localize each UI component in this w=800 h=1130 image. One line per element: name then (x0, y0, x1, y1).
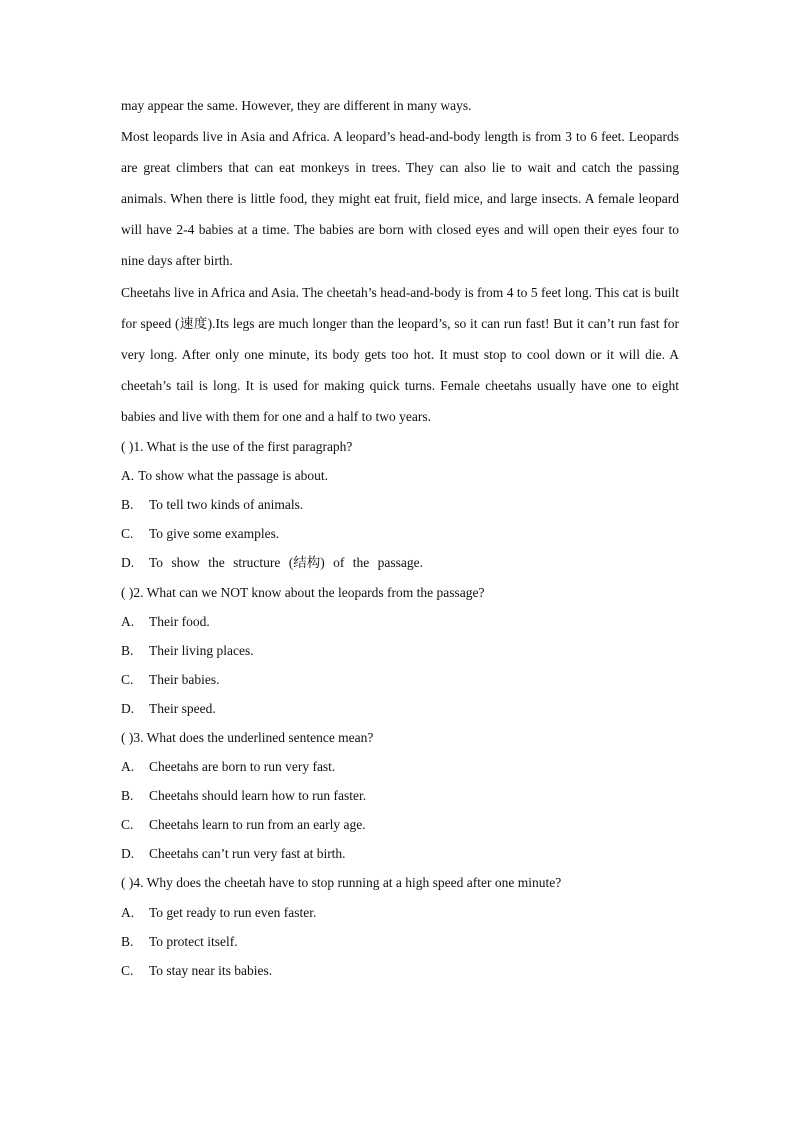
option-text: Their food. (149, 613, 210, 629)
reading-passage (121, 90, 679, 432)
option-text: To tell two kinds of animals. (149, 497, 304, 513)
question-list (121, 432, 679, 985)
option-b[interactable] (121, 490, 679, 519)
answer-blank[interactable]: ( ) (121, 584, 134, 600)
option-a[interactable] (121, 607, 679, 636)
option-a[interactable] (121, 898, 679, 927)
option-text: To stay near its babies. (149, 962, 273, 978)
option-letter: B. (121, 788, 134, 804)
option-c[interactable] (121, 519, 679, 548)
question-stem (121, 578, 679, 607)
option-letter: C. (121, 817, 134, 833)
question-text: 3. What does the underlined sentence mean? (133, 729, 374, 745)
option-text: To protect itself. (149, 933, 238, 949)
question-2 (121, 578, 679, 723)
option-letter: A. (121, 613, 135, 629)
option-letter: B. (121, 933, 134, 949)
option-letter: B. (121, 497, 134, 513)
option-text: Cheetahs learn to run from an early age. (149, 817, 366, 833)
option-d[interactable] (121, 839, 679, 868)
passage-paragraph-cheetahs: Cheetahs live in Africa and Asia. The cheetah’s head-and-body is from 4 to 5 feet long. This cat is built for speed (速度).Its legs are much longer than the leopard’s, so it can run fast! But it can’t run fast for very long. After only one minute, its body gets too hot. It must stop to cool down or it will die. A cheetah’s tail is long. It is used for making quick turns. Female cheetahs usually have one to eight babies and live with them for one and a half to two years. (121, 284, 679, 424)
answer-blank[interactable]: ( ) (121, 439, 134, 455)
option-text: Their babies. (149, 671, 220, 687)
answer-blank[interactable]: ( ) (121, 875, 134, 891)
option-letter: A. (121, 468, 135, 484)
option-b[interactable] (121, 927, 679, 956)
option-b[interactable] (121, 636, 679, 665)
option-letter: B. (121, 642, 134, 658)
option-c[interactable] (121, 810, 679, 839)
option-letter: D. (121, 555, 135, 571)
option-text: To show what the passage is about. (138, 468, 329, 484)
option-text: To show the structure (结构) of the passage. (149, 555, 423, 571)
option-letter: A. (121, 759, 135, 775)
question-3 (121, 723, 679, 868)
question-4 (121, 868, 679, 984)
question-stem (121, 868, 679, 897)
option-text: Cheetahs can’t run very fast at birth. (149, 846, 346, 862)
option-letter: C. (121, 526, 134, 542)
option-d[interactable] (121, 548, 679, 577)
question-text: 2. What can we NOT know about the leopards from the passage? (133, 584, 485, 600)
question-stem (121, 723, 679, 752)
option-c[interactable] (121, 956, 679, 985)
option-letter: C. (121, 962, 134, 978)
option-text: To give some examples. (149, 526, 280, 542)
option-text: Cheetahs should learn how to run faster. (149, 788, 367, 804)
answer-blank[interactable]: ( ) (121, 729, 134, 745)
option-text: To get ready to run even faster. (149, 904, 317, 920)
document-page (121, 90, 679, 985)
passage-paragraph-leopards: Most leopards live in Asia and Africa. A leopard’s head-and-body length is from 3 to 6 feet. Leopards are great climbers that can eat monkeys in trees. They can also lie to wait and catch the passing animals. When there is little food, they might eat fruit, field mice, and large insects. A female leopard will have 2-4 babies at a time. The babies are born with closed eyes and will open their eyes four to nine days after birth. (121, 129, 679, 269)
passage-paragraph-intro: may appear the same. However, they are different in many ways. (121, 98, 472, 113)
question-stem (121, 432, 679, 461)
option-text: Cheetahs are born to run very fast. (149, 759, 336, 775)
question-1 (121, 432, 679, 577)
option-b[interactable] (121, 781, 679, 810)
option-text: Their speed. (149, 700, 216, 716)
question-text: 1. What is the use of the first paragraph? (133, 439, 353, 455)
option-c[interactable] (121, 665, 679, 694)
option-letter: D. (121, 846, 135, 862)
option-a[interactable] (121, 461, 679, 490)
option-a[interactable] (121, 752, 679, 781)
option-d[interactable] (121, 694, 679, 723)
option-letter: D. (121, 700, 135, 716)
option-letter: A. (121, 904, 135, 920)
option-text: Their living places. (149, 642, 254, 658)
question-text: 4. Why does the cheetah have to stop running at a high speed after one minute? (133, 875, 562, 891)
option-letter: C. (121, 671, 134, 687)
